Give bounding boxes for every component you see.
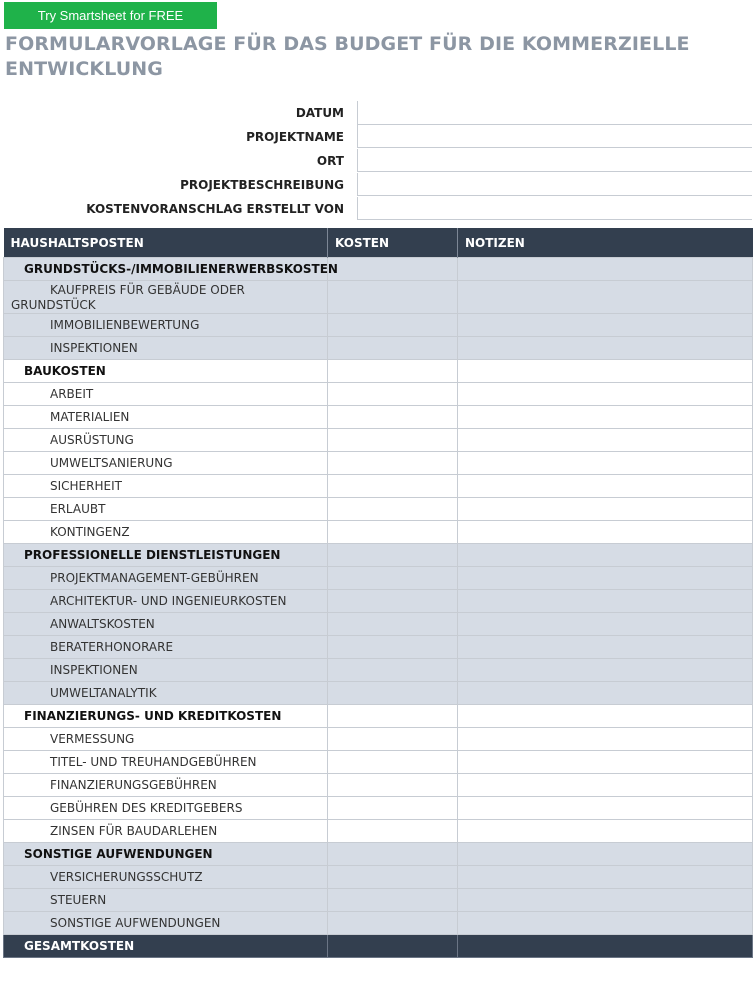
cost-cell[interactable] [328, 636, 458, 659]
item-label: BERATERHONORARE [4, 636, 328, 659]
table-row [4, 820, 753, 843]
cost-cell[interactable] [328, 498, 458, 521]
table-row [4, 429, 753, 452]
cost-cell[interactable] [328, 567, 458, 590]
item-label: FINANZIERUNGSGEBÜHREN [4, 774, 328, 797]
category-label: FINANZIERUNGS- UND KREDITKOSTEN [4, 705, 328, 728]
category-label: PROFESSIONELLE DIENSTLEISTUNGEN [4, 544, 328, 567]
notes-cell[interactable] [458, 636, 753, 659]
cost-cell[interactable] [328, 521, 458, 544]
cost-cell[interactable] [328, 406, 458, 429]
item-label: PROJEKTMANAGEMENT-GEBÜHREN [4, 567, 328, 590]
item-label: AUSRÜSTUNG [4, 429, 328, 452]
notes-cell[interactable] [458, 705, 753, 728]
table-row [4, 751, 753, 774]
total-notes-cell[interactable] [458, 935, 753, 958]
notes-cell[interactable] [458, 797, 753, 820]
date-field[interactable] [357, 101, 752, 125]
notes-cell[interactable] [458, 544, 753, 567]
cost-cell[interactable] [328, 751, 458, 774]
project-name-field[interactable] [357, 125, 752, 148]
notes-cell[interactable] [458, 889, 753, 912]
table-row [4, 774, 753, 797]
header-costs: KOSTEN [328, 228, 458, 258]
item-label: ARCHITEKTUR- UND INGENIEURKOSTEN [4, 590, 328, 613]
header-notes: NOTIZEN [458, 228, 753, 258]
notes-cell[interactable] [458, 728, 753, 751]
project-description-label: PROJEKTBESCHREIBUNG [180, 178, 344, 192]
project-name-label: PROJEKTNAME [246, 130, 344, 144]
table-row [4, 567, 753, 590]
notes-cell[interactable] [458, 659, 753, 682]
notes-cell[interactable] [458, 590, 753, 613]
cost-cell[interactable] [328, 820, 458, 843]
item-label: KONTINGENZ [4, 521, 328, 544]
item-label: TITEL- UND TREUHANDGEBÜHREN [4, 751, 328, 774]
page-title: FORMULARVORLAGE FÜR DAS BUDGET FÜR DIE KOMMERZIELLE ENTWICKLUNG [5, 33, 690, 80]
category-label: BAUKOSTEN [4, 360, 328, 383]
notes-cell[interactable] [458, 521, 753, 544]
item-label: GEBÜHREN DES KREDITGEBERS [4, 797, 328, 820]
cost-cell[interactable] [328, 659, 458, 682]
location-field[interactable] [357, 149, 752, 172]
project-description-field[interactable] [357, 173, 752, 196]
item-label: VERSICHERUNGSSCHUTZ [4, 866, 328, 889]
table-row [4, 452, 753, 475]
notes-cell[interactable] [458, 498, 753, 521]
item-label-line1: KAUFPREIS FÜR GEBÄUDE ODER [50, 282, 245, 297]
date-label: DATUM [295, 106, 344, 120]
cost-cell[interactable] [328, 590, 458, 613]
table-row [4, 682, 753, 705]
notes-cell[interactable] [458, 866, 753, 889]
item-label: ARBEIT [4, 383, 328, 406]
item-label: ZINSEN FÜR BAUDARLEHEN [4, 820, 328, 843]
category-row [4, 843, 753, 866]
notes-cell[interactable] [458, 360, 753, 383]
table-row [4, 281, 753, 314]
category-row [4, 544, 753, 567]
notes-cell[interactable] [458, 452, 753, 475]
cost-cell[interactable] [328, 705, 458, 728]
cost-cell[interactable] [328, 452, 458, 475]
table-row [4, 613, 753, 636]
table-row [4, 314, 753, 337]
item-label: MATERIALIEN [4, 406, 328, 429]
cost-cell[interactable] [328, 774, 458, 797]
total-cost-cell[interactable] [328, 935, 458, 958]
cost-cell[interactable] [328, 475, 458, 498]
item-label: STEUERN [4, 889, 328, 912]
table-row [4, 475, 753, 498]
item-label: SONSTIGE AUFWENDUNGEN [4, 912, 328, 935]
project-info-form [0, 101, 752, 221]
table-header-row [4, 228, 753, 258]
category-label: SONSTIGE AUFWENDUNGEN [4, 843, 328, 866]
table-row [4, 889, 753, 912]
notes-cell[interactable] [458, 314, 753, 337]
notes-cell[interactable] [458, 843, 753, 866]
notes-cell[interactable] [458, 567, 753, 590]
location-label: ORT [316, 154, 344, 168]
cost-cell[interactable] [328, 912, 458, 935]
item-label: UMWELTANALYTIK [4, 682, 328, 705]
table-row [4, 337, 753, 360]
item-label: UMWELTSANIERUNG [4, 452, 328, 475]
table-row [4, 912, 753, 935]
date-row [0, 101, 752, 125]
table-row [4, 797, 753, 820]
header-budget-item: HAUSHALTSPOSTEN [4, 228, 328, 258]
table-row [4, 521, 753, 544]
table-row [4, 659, 753, 682]
cost-cell[interactable] [328, 337, 458, 360]
notes-cell[interactable] [458, 383, 753, 406]
budget-table [3, 228, 753, 958]
cost-cell[interactable] [328, 544, 458, 567]
total-label: GESAMTKOSTEN [4, 935, 328, 958]
cost-cell[interactable] [328, 281, 458, 314]
notes-cell[interactable] [458, 774, 753, 797]
notes-cell[interactable] [458, 406, 753, 429]
table-row [4, 728, 753, 751]
estimate-by-field[interactable] [357, 197, 752, 220]
project-name-row [0, 125, 752, 149]
notes-cell[interactable] [458, 751, 753, 774]
category-row [4, 360, 753, 383]
category-label: GRUNDSTÜCKS-/IMMOBILIENERWERBSKOSTEN [4, 258, 328, 281]
cost-cell[interactable] [328, 429, 458, 452]
estimate-by-row [0, 197, 752, 221]
item-label: INSPEKTIONEN [4, 337, 328, 360]
table-row [4, 590, 753, 613]
notes-cell[interactable] [458, 281, 753, 314]
table-row [4, 636, 753, 659]
category-row [4, 705, 753, 728]
cost-cell[interactable] [328, 682, 458, 705]
notes-cell[interactable] [458, 475, 753, 498]
notes-cell[interactable] [458, 429, 753, 452]
cost-cell[interactable] [328, 613, 458, 636]
cost-cell[interactable] [328, 360, 458, 383]
try-smartsheet-button[interactable]: Try Smartsheet for FREE [4, 2, 217, 29]
notes-cell[interactable] [458, 258, 753, 281]
item-label: SICHERHEIT [4, 475, 328, 498]
cost-cell[interactable] [328, 258, 458, 281]
item-label: IMMOBILIENBEWERTUNG [4, 314, 328, 337]
cost-cell[interactable] [328, 314, 458, 337]
cost-cell[interactable] [328, 843, 458, 866]
item-label: VERMESSUNG [4, 728, 328, 751]
notes-cell[interactable] [458, 912, 753, 935]
cost-cell[interactable] [328, 866, 458, 889]
item-label: INSPEKTIONEN [4, 659, 328, 682]
item-label [4, 281, 328, 314]
notes-cell[interactable] [458, 682, 753, 705]
cost-cell[interactable] [328, 889, 458, 912]
project-description-row [0, 173, 752, 197]
notes-cell[interactable] [458, 613, 753, 636]
notes-cell[interactable] [458, 820, 753, 843]
cost-cell[interactable] [328, 797, 458, 820]
estimate-by-label: KOSTENVORANSCHLAG ERSTELLT VON [86, 202, 344, 216]
item-label-line2: GRUNDSTÜCK [11, 297, 96, 312]
cost-cell[interactable] [328, 728, 458, 751]
table-row [4, 498, 753, 521]
table-row [4, 866, 753, 889]
table-row [4, 383, 753, 406]
cost-cell[interactable] [328, 383, 458, 406]
notes-cell[interactable] [458, 337, 753, 360]
item-label: ANWALTSKOSTEN [4, 613, 328, 636]
table-row [4, 406, 753, 429]
category-row [4, 258, 753, 281]
location-row [0, 149, 752, 173]
item-label: ERLAUBT [4, 498, 328, 521]
total-row [4, 935, 753, 958]
